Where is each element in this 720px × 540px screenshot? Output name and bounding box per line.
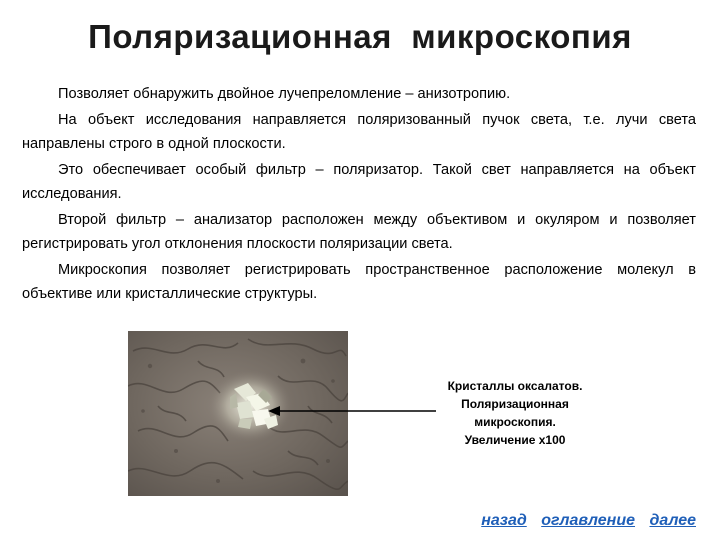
nav-back-link[interactable]: назад — [481, 512, 527, 529]
caption-line-1: Кристаллы оксалатов. — [447, 379, 583, 393]
nav-next-link[interactable]: далее — [649, 512, 696, 529]
nav-contents-link[interactable]: оглавление — [541, 512, 636, 529]
paragraph-5: Микроскопия позволяет регистрировать пространственное расположение молекул в объективе или кристаллические структуры. — [22, 262, 696, 302]
navigation-links — [471, 512, 696, 530]
caption-line-2: Поляризационная — [461, 397, 569, 411]
paragraph-2: На объект исследования направляется поляризованный пучок света, т.е. лучи света направлены строго в одной плоскости. — [22, 112, 696, 152]
arrow-left-icon — [268, 404, 438, 418]
paragraph-1: Позволяет обнаружить двойное лучепреломление – анизотропию. — [58, 86, 511, 102]
caption-line-4: Увеличение х100 — [464, 433, 566, 447]
paragraph-3: Это обеспечивает особый фильтр – поляризатор. Такой свет направляется на объект исследования. — [22, 162, 696, 202]
caption-line-3: микроскопия. — [474, 415, 556, 429]
image-caption — [430, 377, 600, 449]
paragraph-4: Второй фильтр – анализатор расположен между объективом и окуляром и позволяет регистрировать угол отклонения плоскости поляризации света. — [22, 212, 696, 252]
slide-title: Поляризационная микроскопия — [88, 18, 632, 55]
body-text — [22, 82, 696, 308]
